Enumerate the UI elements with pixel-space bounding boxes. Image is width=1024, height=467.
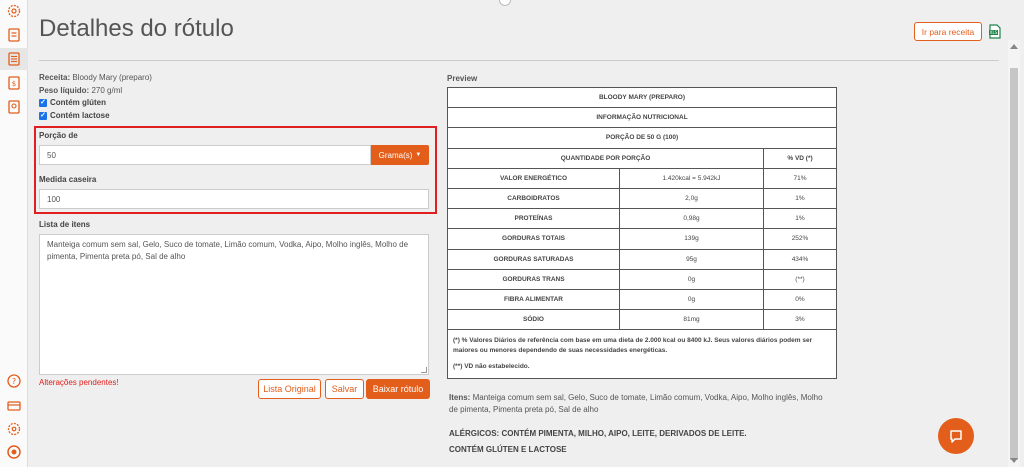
nutrient-vd: 252% [791, 235, 809, 243]
recipe-label: Receita: [39, 73, 71, 82]
help-icon[interactable] [5, 372, 23, 390]
table-row [448, 310, 836, 330]
nutrient-qty: 0g [620, 290, 764, 309]
resize-handle[interactable] [421, 367, 427, 373]
portion-input[interactable]: 50 [39, 145, 371, 165]
portion-label: Porção de [39, 131, 78, 140]
allergens-text: ALÉRGICOS: CONTÉM PIMENTA, MILHO, AIPO, LEITE, DERIVADOS DE LEITE. [449, 429, 747, 438]
preview-items [449, 392, 829, 416]
nutrient-qty: 81mg [620, 310, 764, 329]
nutrient-vd: 434% [791, 255, 809, 263]
preview-label: Preview [447, 74, 478, 83]
logout-icon[interactable] [5, 443, 23, 461]
net-weight-label: Peso líquido: [39, 86, 90, 95]
home-measure-input[interactable]: 100 [39, 189, 429, 209]
account-settings-icon[interactable] [5, 420, 23, 438]
nutrient-vd: 71% [793, 174, 807, 182]
original-list-button[interactable]: Lista Original [258, 379, 321, 399]
main-content [28, 0, 1024, 467]
nutrient-qty: 0g [620, 270, 764, 289]
caret-down-icon: ▼ [415, 152, 422, 158]
save-button[interactable]: Salvar [325, 379, 364, 399]
cost-icon[interactable] [5, 74, 23, 92]
lactose-checkbox[interactable]: ✓ [40, 111, 46, 119]
table-row [448, 169, 836, 189]
lactose-checkbox-row[interactable] [39, 111, 110, 120]
scroll-thumb[interactable] [1010, 68, 1018, 460]
nutrient-vd: 3% [795, 316, 805, 324]
nutrient-qty: 139g [620, 229, 764, 248]
scroll-down-arrow[interactable] [1010, 458, 1018, 463]
page-scrollbar[interactable] [1008, 40, 1020, 467]
recipe-value: Bloody Mary (preparo) [72, 73, 152, 82]
nutrition-footnotes [448, 330, 836, 378]
gluten-lactose-text: CONTÉM GLÚTEN E LACTOSE [449, 445, 567, 454]
label-icon[interactable] [0, 48, 28, 70]
footnote-daily-values: (*) % Valores Diários de referência com base em uma dieta de 2.000 kcal ou 8400 kJ. Seus valores diários podem ser maiores ou menores dependendo de suas necessidades energéticas. [453, 337, 813, 355]
download-label-button[interactable]: Baixar rótulo [366, 379, 430, 399]
nutrient-qty: 1.420kcal = 5.942kJ [620, 169, 764, 188]
title-divider [39, 60, 999, 61]
qty-column-header: QUANTIDADE POR PORÇÃO [448, 149, 764, 168]
nutrient-qty: 95g [620, 250, 764, 269]
scroll-up-arrow[interactable] [1010, 44, 1018, 49]
nutrient-vd: (**) [795, 275, 805, 283]
nutrient-name: SÓDIO [448, 310, 620, 329]
table-row [448, 290, 836, 310]
footnote-vd: (**) VD não estabelecido. [453, 363, 530, 371]
svg-text:?: ? [11, 377, 17, 386]
nutrient-name: CARBOIDRATOS [448, 189, 620, 208]
items-list-label: Lista de itens [39, 220, 91, 229]
portion-unit-dropdown[interactable] [371, 145, 429, 165]
nutrition-title: BLOODY MARY (PREPARO) [598, 94, 686, 102]
home-measure-label: Medida caseira [39, 175, 97, 184]
chat-launcher-button[interactable] [938, 418, 974, 454]
nutrition-table [447, 87, 837, 379]
svg-text:XLS: XLS [989, 30, 998, 35]
page-title: Detalhes do rótulo [39, 15, 234, 42]
nutrient-name: GORDURAS TRANS [448, 270, 620, 289]
report-icon[interactable] [5, 98, 23, 116]
gluten-checkbox-row[interactable] [39, 98, 106, 107]
pending-changes-text: Alterações pendentes! [39, 378, 119, 387]
nutrient-name: VALOR ENERGÉTICO [448, 169, 620, 188]
table-row [448, 189, 836, 209]
vd-column-header: % VD (*) [787, 154, 813, 162]
nutrient-name: FIBRA ALIMENTAR [448, 290, 620, 309]
items-textarea[interactable] [39, 234, 429, 375]
chat-icon [948, 428, 964, 444]
lactose-checkbox-label: Contém lactose [50, 111, 110, 120]
preview-items-text: Manteiga comum sem sal, Gelo, Suco de tomate, Limão comum, Vodka, Aipo, Molho inglês, Molho de pimenta, Pimenta preta pó, Sal de alho [449, 393, 823, 414]
net-weight-info [39, 86, 122, 95]
recipe-info [39, 73, 152, 82]
nutrition-subtitle: INFORMAÇÃO NUTRICIONAL [596, 114, 688, 122]
table-row [448, 209, 836, 229]
table-row [448, 250, 836, 270]
sidebar [0, 0, 28, 467]
nutrient-vd: 1% [795, 215, 805, 223]
nutrient-name: PROTEÍNAS [448, 209, 620, 228]
nutrient-qty: 2,0g [620, 189, 764, 208]
nutrient-vd: 1% [795, 195, 805, 203]
portion-unit-label: Grama(s) [378, 150, 413, 160]
recipe-icon[interactable] [5, 26, 23, 44]
billing-card-icon[interactable] [5, 397, 23, 415]
preview-items-label: Itens: [449, 393, 471, 402]
table-row [448, 229, 836, 249]
nutrient-name: GORDURAS TOTAIS [448, 229, 620, 248]
items-textarea-text: Manteiga comum sem sal, Gelo, Suco de tomate, Limão comum, Vodka, Aipo, Molho inglês, Molho de pimenta, Pimenta preta pó, Sal de alho [47, 240, 409, 261]
gluten-checkbox[interactable]: ✓ [40, 98, 46, 106]
svg-text:$: $ [11, 80, 17, 88]
excel-icon[interactable] [988, 24, 1002, 39]
nutrient-vd: 0% [795, 295, 805, 303]
gluten-checkbox-label: Contém glúten [50, 98, 106, 107]
nutrition-portion: PORÇÃO DE 50 G (100) [605, 134, 679, 142]
nutrient-name: GORDURAS SATURADAS [448, 250, 620, 269]
settings-gear-icon[interactable] [5, 2, 23, 20]
table-row [448, 270, 836, 290]
net-weight-value: 270 g/ml [91, 86, 123, 95]
go-to-recipe-button[interactable]: Ir para receita [914, 22, 982, 41]
nutrient-qty: 0,98g [620, 209, 764, 228]
